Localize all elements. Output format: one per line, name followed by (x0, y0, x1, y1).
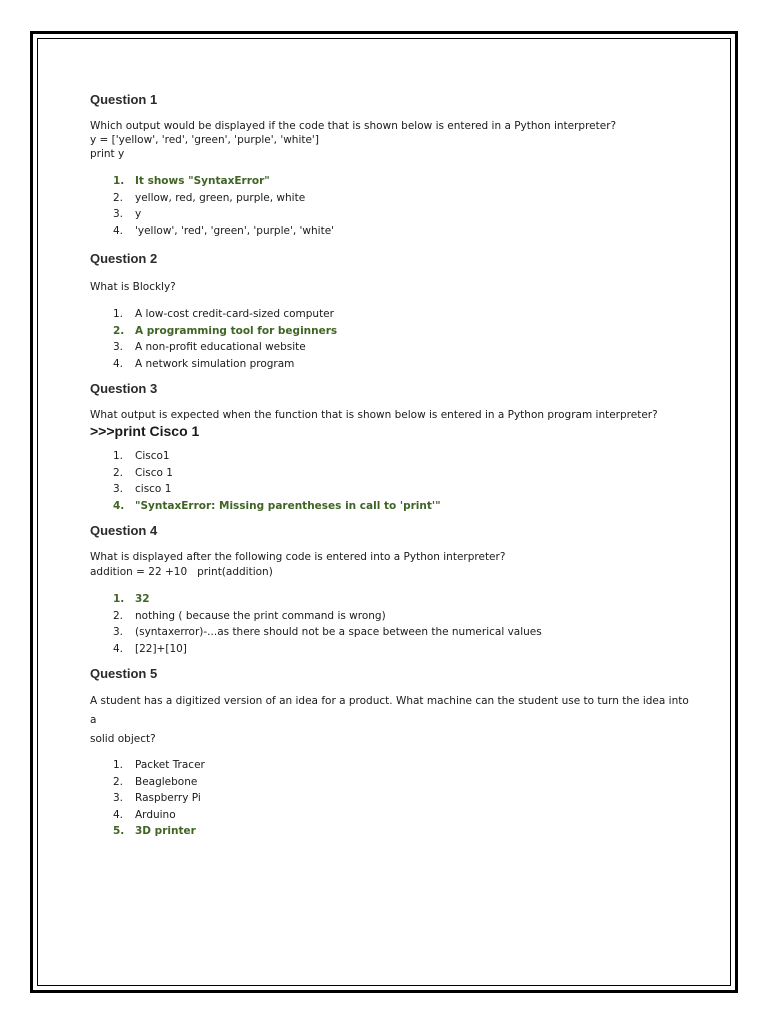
question-text: What is Blockly? (90, 281, 176, 293)
answer-number: 2. (113, 775, 124, 788)
answer-number: 4. (113, 808, 124, 821)
answer-text: A non-profit educational website (135, 341, 306, 353)
question-code-line: y = ['yellow', 'red', 'green', 'purple', 'white'] (90, 134, 319, 146)
answer-text: 'yellow', 'red', 'green', 'purple', 'white' (135, 224, 335, 237)
question-heading: Question 5 (90, 666, 158, 681)
answer-list (90, 757, 690, 840)
answer-item (113, 790, 690, 807)
answer-text: Raspberry Pi (135, 792, 201, 804)
question-code-line: addition = 22 +10 print(addition) (90, 566, 273, 578)
answer-text: nothing ( because the print command is wrong) (135, 609, 386, 622)
question-text: What output is expected when the function that is shown below is entered in a Python program interpreter? (90, 409, 658, 421)
answer-item (113, 306, 690, 323)
question-code-line: print y (90, 148, 125, 160)
answer-text: "SyntaxError: Missing parentheses in call to 'print'" (135, 499, 441, 512)
answer-number: 3. (113, 341, 124, 353)
question-code: >>>print Cisco 1 (90, 423, 200, 439)
answer-text: cisco 1 (135, 483, 172, 495)
answer-number: 4. (113, 499, 125, 512)
answer-item (113, 465, 690, 482)
answer-item (113, 757, 690, 774)
question-heading: Question 1 (90, 92, 158, 107)
question-4 (90, 523, 690, 657)
question-3 (90, 381, 690, 514)
answer-item (113, 206, 690, 223)
answer-number: 3. (113, 483, 124, 495)
answer-number: 2. (113, 609, 124, 622)
answer-number: 1. (113, 450, 124, 462)
answer-text: Packet Tracer (135, 759, 205, 771)
answer-item-correct (113, 591, 690, 608)
answer-number: 3. (113, 208, 124, 220)
answer-number: 1. (113, 593, 125, 605)
answer-number: 4. (113, 224, 124, 237)
answer-number: 2. (113, 191, 124, 204)
question-text: What is displayed after the following code is entered into a Python interpreter? (90, 551, 506, 563)
answer-item (113, 624, 690, 641)
answer-item (113, 339, 690, 356)
answer-number: 3. (113, 792, 124, 804)
answer-text: 32 (135, 593, 150, 605)
question-heading: Question 4 (90, 523, 158, 538)
answer-number: 5. (113, 825, 125, 837)
answer-text: y (135, 208, 142, 220)
answer-list (90, 306, 690, 372)
answer-text: Beaglebone (135, 775, 198, 788)
answer-text: Arduino (135, 808, 176, 821)
answer-item (113, 481, 690, 498)
answer-item-correct (113, 823, 690, 840)
answer-item (113, 356, 690, 373)
answer-text: It shows "SyntaxError" (135, 175, 270, 187)
answer-text: Cisco 1 (135, 466, 173, 479)
question-text: Which output would be displayed if the code that is shown below is entered in a Python interpreter? (90, 120, 617, 132)
answer-item (113, 223, 690, 240)
question-text-continued: solid object? (90, 733, 156, 745)
answer-number: 1. (113, 308, 124, 320)
answer-text: [22]+[10] (135, 642, 187, 655)
answer-item (113, 608, 690, 625)
question-5 (90, 666, 690, 840)
answer-text: A low-cost credit-card-sized computer (135, 308, 334, 320)
answer-number: 1. (113, 759, 124, 771)
question-text: A student has a digitized version of an idea for a product. What machine can the student use to turn the idea into a (90, 695, 689, 726)
question-heading: Question 3 (90, 381, 158, 396)
question-1 (90, 92, 690, 239)
answer-list (90, 173, 690, 239)
answer-text: A network simulation program (135, 357, 295, 370)
answer-text: (syntaxerror)-...as there should not be a space between the numerical values (135, 626, 542, 638)
answer-number: 2. (113, 466, 124, 479)
question-2 (90, 251, 690, 372)
answer-list (90, 448, 690, 514)
answer-number: 2. (113, 324, 125, 337)
answer-text: 3D printer (135, 825, 196, 837)
answer-item (113, 190, 690, 207)
answer-item (113, 807, 690, 824)
answer-list (90, 591, 690, 657)
answer-number: 4. (113, 642, 124, 655)
answer-number: 4. (113, 357, 124, 370)
answer-item (113, 448, 690, 465)
document-content (90, 92, 690, 840)
answer-text: Cisco1 (135, 450, 170, 462)
question-heading: Question 2 (90, 251, 158, 266)
answer-item (113, 641, 690, 658)
answer-number: 1. (113, 175, 125, 187)
answer-text: yellow, red, green, purple, white (135, 191, 306, 204)
answer-item (113, 774, 690, 791)
answer-text: A programming tool for beginners (135, 324, 338, 337)
answer-item-correct (113, 173, 690, 190)
answer-item-correct (113, 498, 690, 515)
answer-item-correct (113, 323, 690, 340)
answer-number: 3. (113, 626, 124, 638)
